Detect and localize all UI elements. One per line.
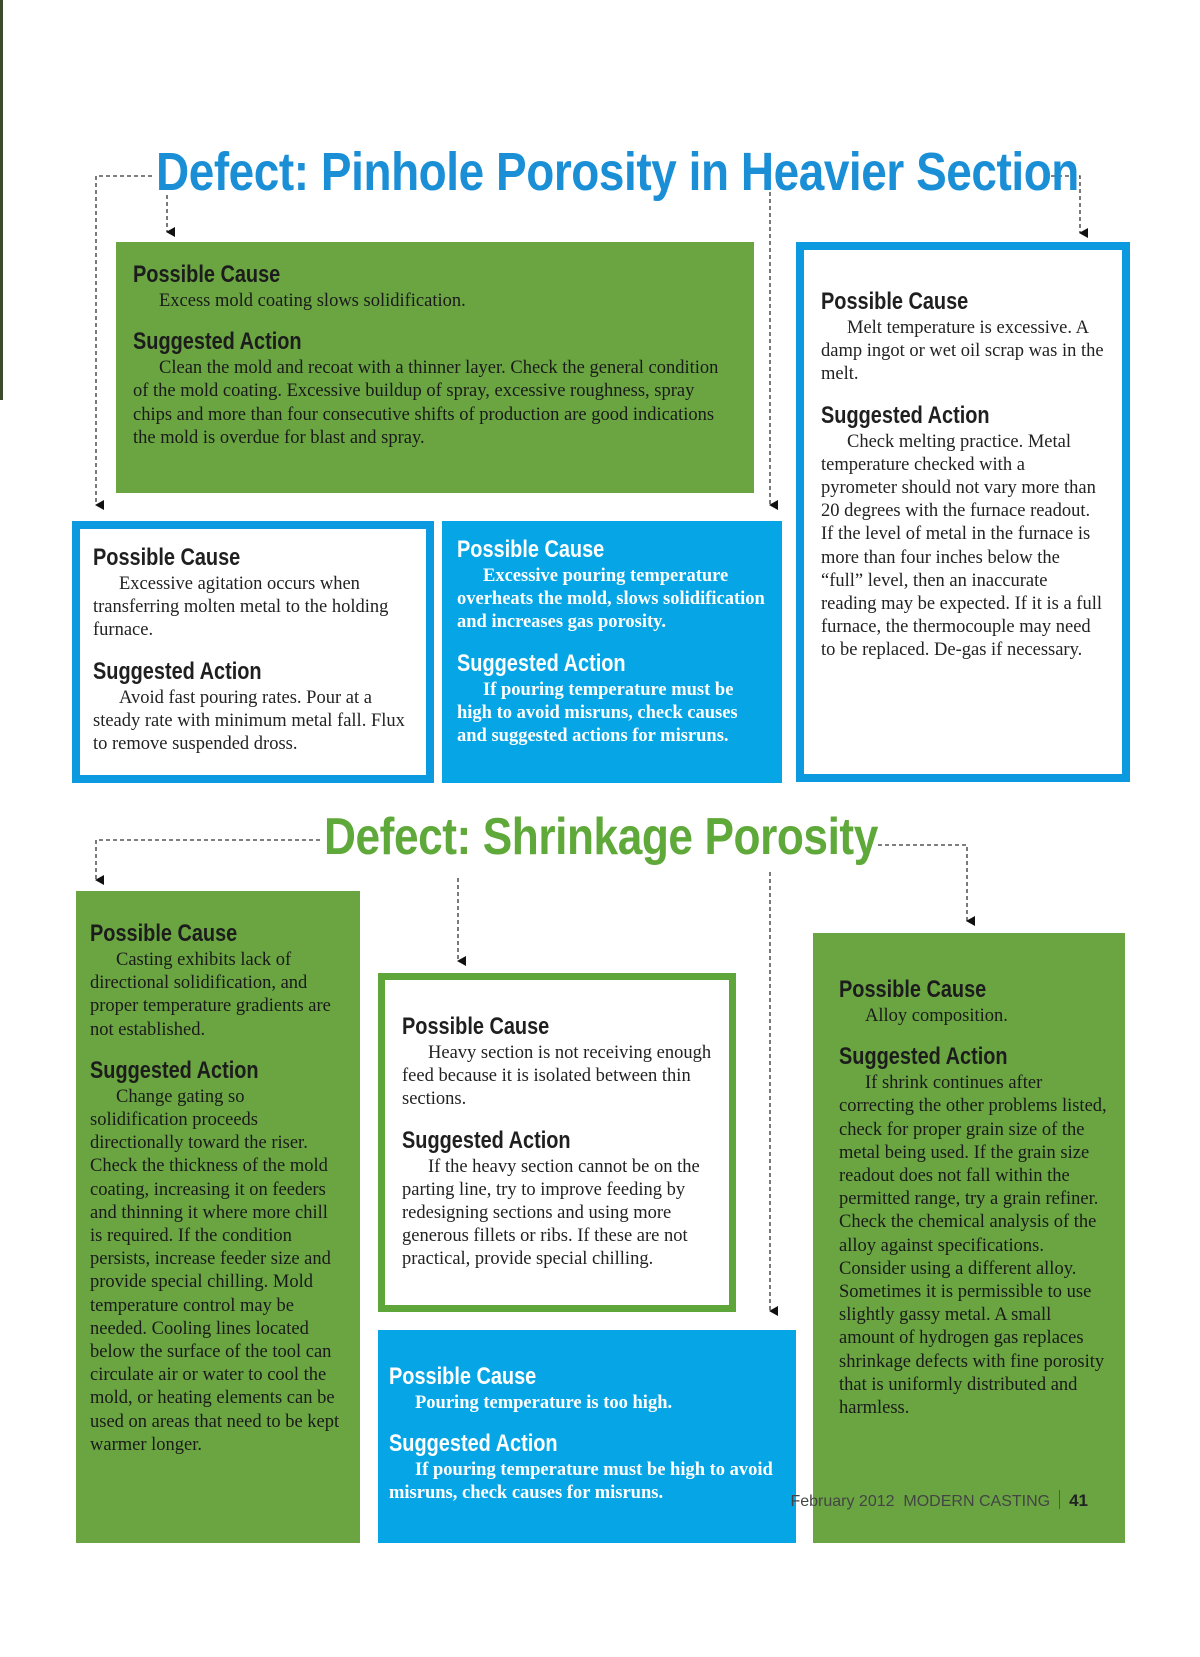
cause-label: Possible Cause xyxy=(402,1013,550,1040)
action-text: Clean the mold and recoat with a thinner layer. Check the general condition of the mold coating. Excessive buildup of spray, excessive roughness, spray chips and more than four consecutive shifts of production are good indications the mold is overdue for blast and spray. xyxy=(133,358,719,448)
pinhole-card-melt-temperature xyxy=(796,242,1130,782)
shrinkage-card-heavy-section xyxy=(378,973,736,1312)
cause-label: Possible Cause xyxy=(93,544,241,571)
connector-shrink-left xyxy=(96,840,320,880)
page-footer xyxy=(790,1490,1088,1511)
shrinkage-defect-title: Defect: Shrinkage Porosity xyxy=(324,808,878,866)
page-number: 41 xyxy=(1069,1491,1088,1510)
pinhole-card-pouring-temperature xyxy=(442,521,782,783)
action-label: Suggested Action xyxy=(839,1043,1008,1071)
action-label: Suggested Action xyxy=(389,1430,558,1458)
action-text: If pouring temperature must be high to avoid misruns, check causes and suggested actions for misruns. xyxy=(457,679,738,747)
action-text: If the heavy section cannot be on the parting line, try to improve feeding by redesigning sections and using more generous fillets or ribs. If these are not practical, provide special chilling. xyxy=(402,1156,700,1270)
action-label: Suggested Action xyxy=(402,1126,571,1154)
action-text: Check melting practice. Metal temperature checked with a pyrometer should not vary more than 20 degrees with the furnace readout. If the level of metal in the furnace is more than four inches below the “full” level, then an inaccurate reading may be expected. If it is a full furnace, the thermocouple may need to be replaced. De-gas if necessary. xyxy=(821,431,1102,661)
cause-label: Possible Cause xyxy=(839,976,987,1003)
cause-text: Heavy section is not receiving enough feed because it is isolated between thin sections. xyxy=(402,1043,712,1110)
action-text: If shrink continues after correcting the other problems listed, check for proper grain size of the metal being used. If the grain size readout does not fall within the permitted range, try a grain refiner. Check the chemical analysis of the alloy against specifications. Consider using a different alloy. Sometimes it is permissible to use slightly gassy metal. A small amount of hydrogen gas replaces shrinkage defects with fine porosity that is uniformly distributed and harmless. xyxy=(839,1073,1107,1419)
shrinkage-card-alloy-composition xyxy=(813,933,1125,1543)
shrinkage-card-solidification xyxy=(76,891,360,1543)
action-label: Suggested Action xyxy=(457,649,626,677)
cause-text: Excessive agitation occurs when transferring molten metal to the holding furnace. xyxy=(93,574,389,641)
cause-label: Possible Cause xyxy=(90,920,238,947)
action-text: Change gating so solidification proceeds directionally toward the riser. Check the thickness of the mold coating, increasing it on feeders and thinning it where more chill is required. If the condition persists, increase feeder size and provide special chilling. Mold temperature control may be needed. Cooling lines located below the surface of the tool can circulate air or water to cool the mold, or heating elements can be used on areas that need to be kept warmer longer. xyxy=(90,1086,340,1455)
action-label: Suggested Action xyxy=(133,328,302,356)
cause-text: Excessive pouring temperature overheats the mold, slows solidification and increases gas porosity. xyxy=(457,566,765,633)
pinhole-card-agitation xyxy=(72,521,434,783)
action-label: Suggested Action xyxy=(90,1056,259,1084)
issue-date: February 2012 xyxy=(790,1493,895,1510)
pinhole-card-mold-coating xyxy=(116,242,754,493)
cause-label: Possible Cause xyxy=(821,288,969,315)
shrinkage-card-pouring-temperature xyxy=(378,1330,796,1543)
connector-shrink-right xyxy=(878,845,967,921)
publication-name: MODERN CASTING xyxy=(903,1493,1051,1510)
cause-text: Casting exhibits lack of directional solidification, and proper temperature gradients are not established. xyxy=(90,950,331,1040)
pinhole-defect-title: Defect: Pinhole Porosity in Heavier Section xyxy=(156,142,1079,202)
cause-label: Possible Cause xyxy=(389,1363,537,1390)
cause-text: Melt temperature is excessive. A damp ingot or wet oil scrap was in the melt. xyxy=(821,318,1104,385)
footer-divider xyxy=(1059,1490,1060,1509)
action-label: Suggested Action xyxy=(821,401,990,429)
cause-text: Pouring temperature is too high. xyxy=(415,1393,673,1413)
cause-text: Excess mold coating slows solidification. xyxy=(159,291,466,311)
cause-label: Possible Cause xyxy=(457,536,605,563)
action-text: Avoid fast pouring rates. Pour at a steady rate with minimum metal fall. Flux to remove suspended dross. xyxy=(93,687,405,755)
cause-label: Possible Cause xyxy=(133,261,281,288)
action-text: If pouring temperature must be high to avoid misruns, check causes for misruns. xyxy=(389,1460,773,1504)
action-label: Suggested Action xyxy=(93,657,262,685)
cause-text: Alloy composition. xyxy=(865,1006,1008,1026)
